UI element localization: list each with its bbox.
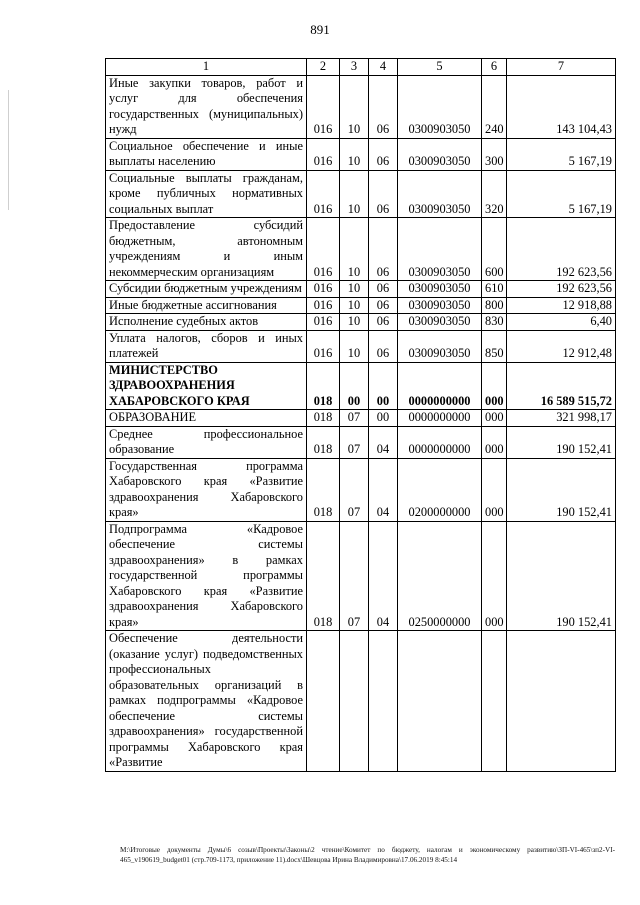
row-name: Государственная программа Хабаровского края «Развитие здравоохранения Хабаровского края» [106,458,307,521]
table-row [106,297,616,314]
table-row [106,330,616,362]
row-name: Обеспечение деятельности (оказание услуг) подведомственных профессиональных образовательных организаций в рамках подпрограммы «Кадровое обеспечение системы здравоохранения» государственной программы Хабаровского края «Развитие [106,631,307,772]
table-row [106,138,616,170]
row-c5: 0000000000 [398,362,482,410]
row-c7: 192 623,56 [507,281,616,298]
row-c7: 190 152,41 [507,521,616,631]
row-c3: 10 [340,75,369,138]
row-c3: 10 [340,281,369,298]
row-c3: 07 [340,410,369,427]
row-c3: 10 [340,314,369,331]
row-c5: 0300903050 [398,330,482,362]
row-c4: 06 [369,330,398,362]
table-row [106,521,616,631]
row-name: ОБРАЗОВАНИЕ [106,410,307,427]
table-row [106,170,616,218]
row-c6: 000 [482,426,507,458]
row-c5: 0300903050 [398,297,482,314]
row-c7: 143 104,43 [507,75,616,138]
row-c6: 320 [482,170,507,218]
row-c7: 190 152,41 [507,426,616,458]
row-c4 [369,631,398,772]
row-c5: 0300903050 [398,75,482,138]
header-cell: 4 [369,59,398,76]
row-c6: 000 [482,362,507,410]
table-row [106,458,616,521]
row-name: МИНИСТЕРСТВО ЗДРАВООХРАНЕНИЯ ХАБАРОВСКОГО КРАЯ [106,362,307,410]
row-name: Иные закупки товаров, работ и услуг для обеспечения государственных (муниципальных) нужд [106,75,307,138]
header-cell: 5 [398,59,482,76]
row-c6: 240 [482,75,507,138]
row-c5: 0300903050 [398,314,482,331]
table-row [106,281,616,298]
row-c6: 600 [482,218,507,281]
row-c6: 000 [482,521,507,631]
row-c3: 10 [340,330,369,362]
row-c7: 16 589 515,72 [507,362,616,410]
row-c3: 07 [340,426,369,458]
row-c3: 07 [340,521,369,631]
row-c6: 830 [482,314,507,331]
row-c6 [482,631,507,772]
table-row [106,218,616,281]
page-number: 891 [310,22,330,37]
header-cell: 6 [482,59,507,76]
row-c5: 0300903050 [398,170,482,218]
row-c4: 04 [369,521,398,631]
row-c6: 850 [482,330,507,362]
row-name: Подпрограмма «Кадровое обеспечение системы здравоохранения» в рамках государственной программы Хабаровского края «Развитие здравоохранения Хабаровского края» [106,521,307,631]
table-row [106,631,616,772]
row-c6: 800 [482,297,507,314]
row-c2: 016 [307,75,340,138]
table-row [106,314,616,331]
row-c2: 016 [307,170,340,218]
row-c2: 016 [307,281,340,298]
row-c7: 6,40 [507,314,616,331]
row-name: Иные бюджетные ассигнования [106,297,307,314]
row-c3: 10 [340,138,369,170]
table-header-row [106,59,616,76]
row-name: Среднее профессиональное образование [106,426,307,458]
row-c4: 06 [369,281,398,298]
row-c7: 5 167,19 [507,138,616,170]
row-c6: 610 [482,281,507,298]
table-row [106,426,616,458]
row-c5: 0000000000 [398,410,482,427]
row-c3: 07 [340,458,369,521]
row-c2: 016 [307,138,340,170]
document-footer-path: М:\Итоговые документы Думы\6 созыв\Проекты\Законы\2 чтение\Комитет по бюджету, налогам и экономическому развитию\ЗП-VI-465\зп2-VI-465_v190619_budget01 (стр.709-1173, приложение 11).docx\Шевцова Ирина Владимировна\17.06.2019 8:45:14 [120,846,615,864]
row-c3: 10 [340,297,369,314]
row-c5: 0300903050 [398,281,482,298]
row-c5: 0300903050 [398,138,482,170]
row-c7 [507,631,616,772]
row-c2: 016 [307,330,340,362]
row-c2: 018 [307,426,340,458]
row-c3: 10 [340,218,369,281]
row-c4: 06 [369,170,398,218]
table-row [106,75,616,138]
row-c4: 06 [369,75,398,138]
row-c6: 000 [482,458,507,521]
row-c6: 300 [482,138,507,170]
row-name: Уплата налогов, сборов и иных платежей [106,330,307,362]
row-name: Исполнение судебных актов [106,314,307,331]
row-c2: 016 [307,218,340,281]
row-c4: 04 [369,426,398,458]
row-c7: 5 167,19 [507,170,616,218]
row-c3: 10 [340,170,369,218]
row-c2: 016 [307,297,340,314]
row-c4: 06 [369,218,398,281]
row-name: Предоставление субсидий бюджетным, автономным учреждениям и иным некоммерческим организациям [106,218,307,281]
row-c2: 018 [307,410,340,427]
row-c7: 192 623,56 [507,218,616,281]
table-row-ministry [106,362,616,410]
row-c4: 00 [369,410,398,427]
row-c2: 018 [307,362,340,410]
row-c4: 00 [369,362,398,410]
row-c5: 0300903050 [398,218,482,281]
budget-table [105,58,616,772]
row-c6: 000 [482,410,507,427]
header-cell: 7 [507,59,616,76]
header-cell: 2 [307,59,340,76]
row-c5: 0000000000 [398,426,482,458]
row-c5: 0200000000 [398,458,482,521]
row-c3: 00 [340,362,369,410]
row-c2: 016 [307,314,340,331]
row-c4: 06 [369,297,398,314]
row-c5: 0250000000 [398,521,482,631]
row-c5 [398,631,482,772]
row-c7: 321 998,17 [507,410,616,427]
row-c2: 018 [307,521,340,631]
row-c4: 06 [369,314,398,331]
row-c2 [307,631,340,772]
header-cell: 3 [340,59,369,76]
row-c3 [340,631,369,772]
row-name: Субсидии бюджетным учреждениям [106,281,307,298]
row-c4: 06 [369,138,398,170]
table-row [106,410,616,427]
row-name: Социальное обеспечение и иные выплаты населению [106,138,307,170]
row-c7: 190 152,41 [507,458,616,521]
row-c4: 04 [369,458,398,521]
row-name: Социальные выплаты гражданам, кроме публичных нормативных социальных выплат [106,170,307,218]
row-c7: 12 912,48 [507,330,616,362]
row-c2: 018 [307,458,340,521]
row-c7: 12 918,88 [507,297,616,314]
margin-mark [8,90,9,210]
header-cell: 1 [106,59,307,76]
